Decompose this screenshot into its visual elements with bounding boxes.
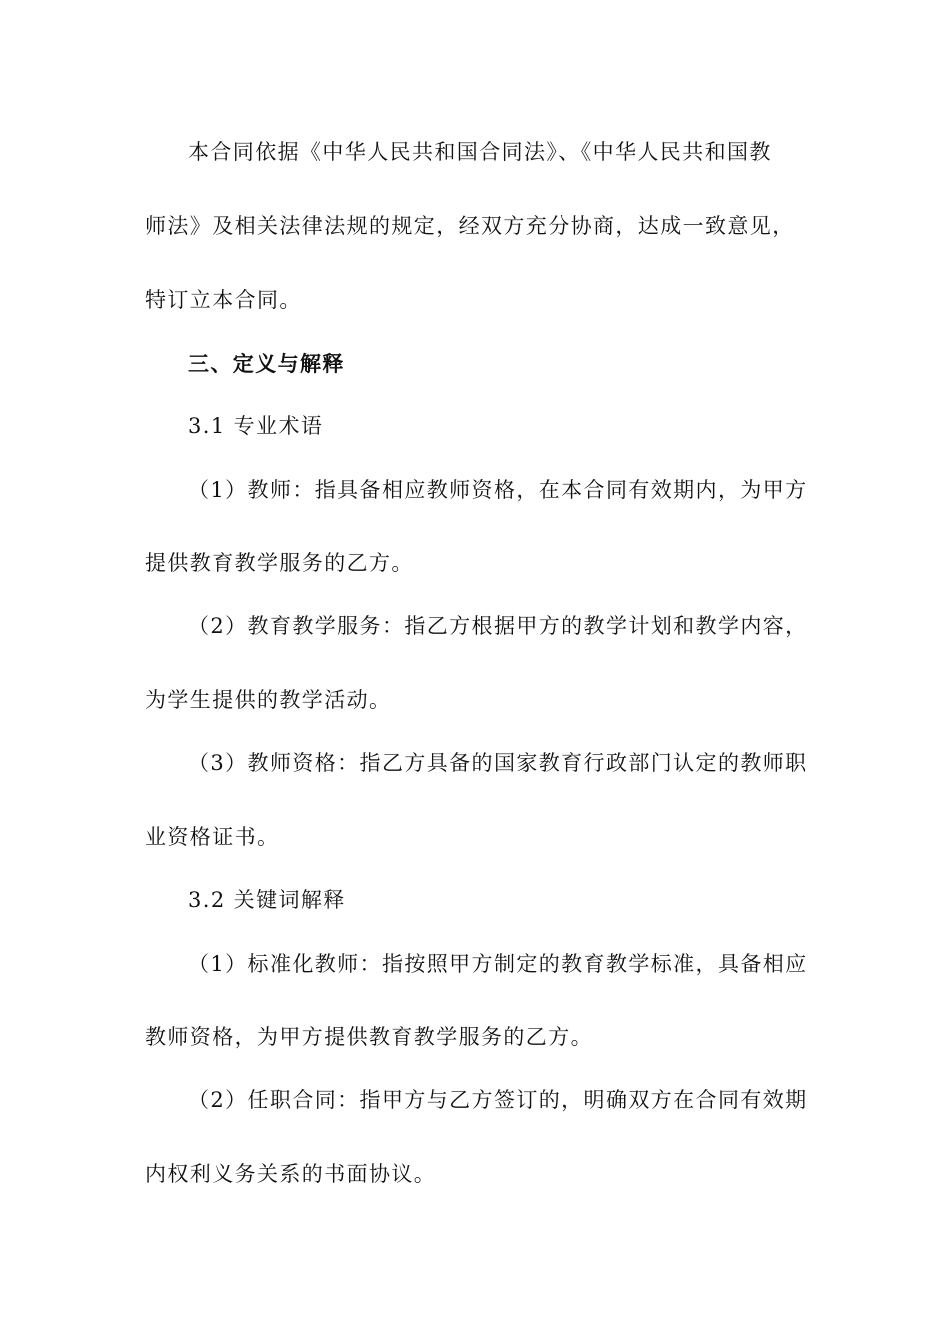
keyword-standard-teacher-line-1: （1）标准化教师：指按照甲方制定的教育教学标准，具备相应 <box>188 952 808 976</box>
intro-line-1: 本合同依据《中华人民共和国合同法》、《中华人民共和国教 <box>188 140 772 164</box>
term-teacher-qualification-line-1: （3）教师资格：指乙方具备的国家教育行政部门认定的教师职 <box>188 751 808 775</box>
subsection-3-1-heading: 3.1 专业术语 <box>188 414 324 438</box>
keyword-standard-teacher-line-2: 教师资格，为甲方提供教育教学服务的乙方。 <box>145 1025 593 1049</box>
subsection-3-2-heading: 3.2 关键词解释 <box>188 888 346 912</box>
term-teacher-line-1: （1）教师：指具备相应教师资格，在本合同有效期内，为甲方 <box>188 478 808 502</box>
term-teacher-line-2: 提供教育教学服务的乙方。 <box>145 551 414 575</box>
term-teacher-qualification-line-2: 业资格证书。 <box>145 825 280 849</box>
intro-line-2: 师法》及相关法律法规的规定，经双方充分协商，达成一致意见， <box>145 214 795 238</box>
term-teaching-service-line-1: （2）教育教学服务：指乙方根据甲方的教学计划和教学内容， <box>188 614 808 638</box>
keyword-employment-contract-line-1: （2）任职合同：指甲方与乙方签订的，明确双方在合同有效期 <box>188 1088 808 1112</box>
keyword-employment-contract-line-2: 内权利义务关系的书面协议。 <box>145 1162 437 1186</box>
term-teaching-service-line-2: 为学生提供的教学活动。 <box>145 688 392 712</box>
intro-line-3: 特订立本合同。 <box>145 288 302 312</box>
section-3-heading: 三、定义与解释 <box>188 351 345 376</box>
